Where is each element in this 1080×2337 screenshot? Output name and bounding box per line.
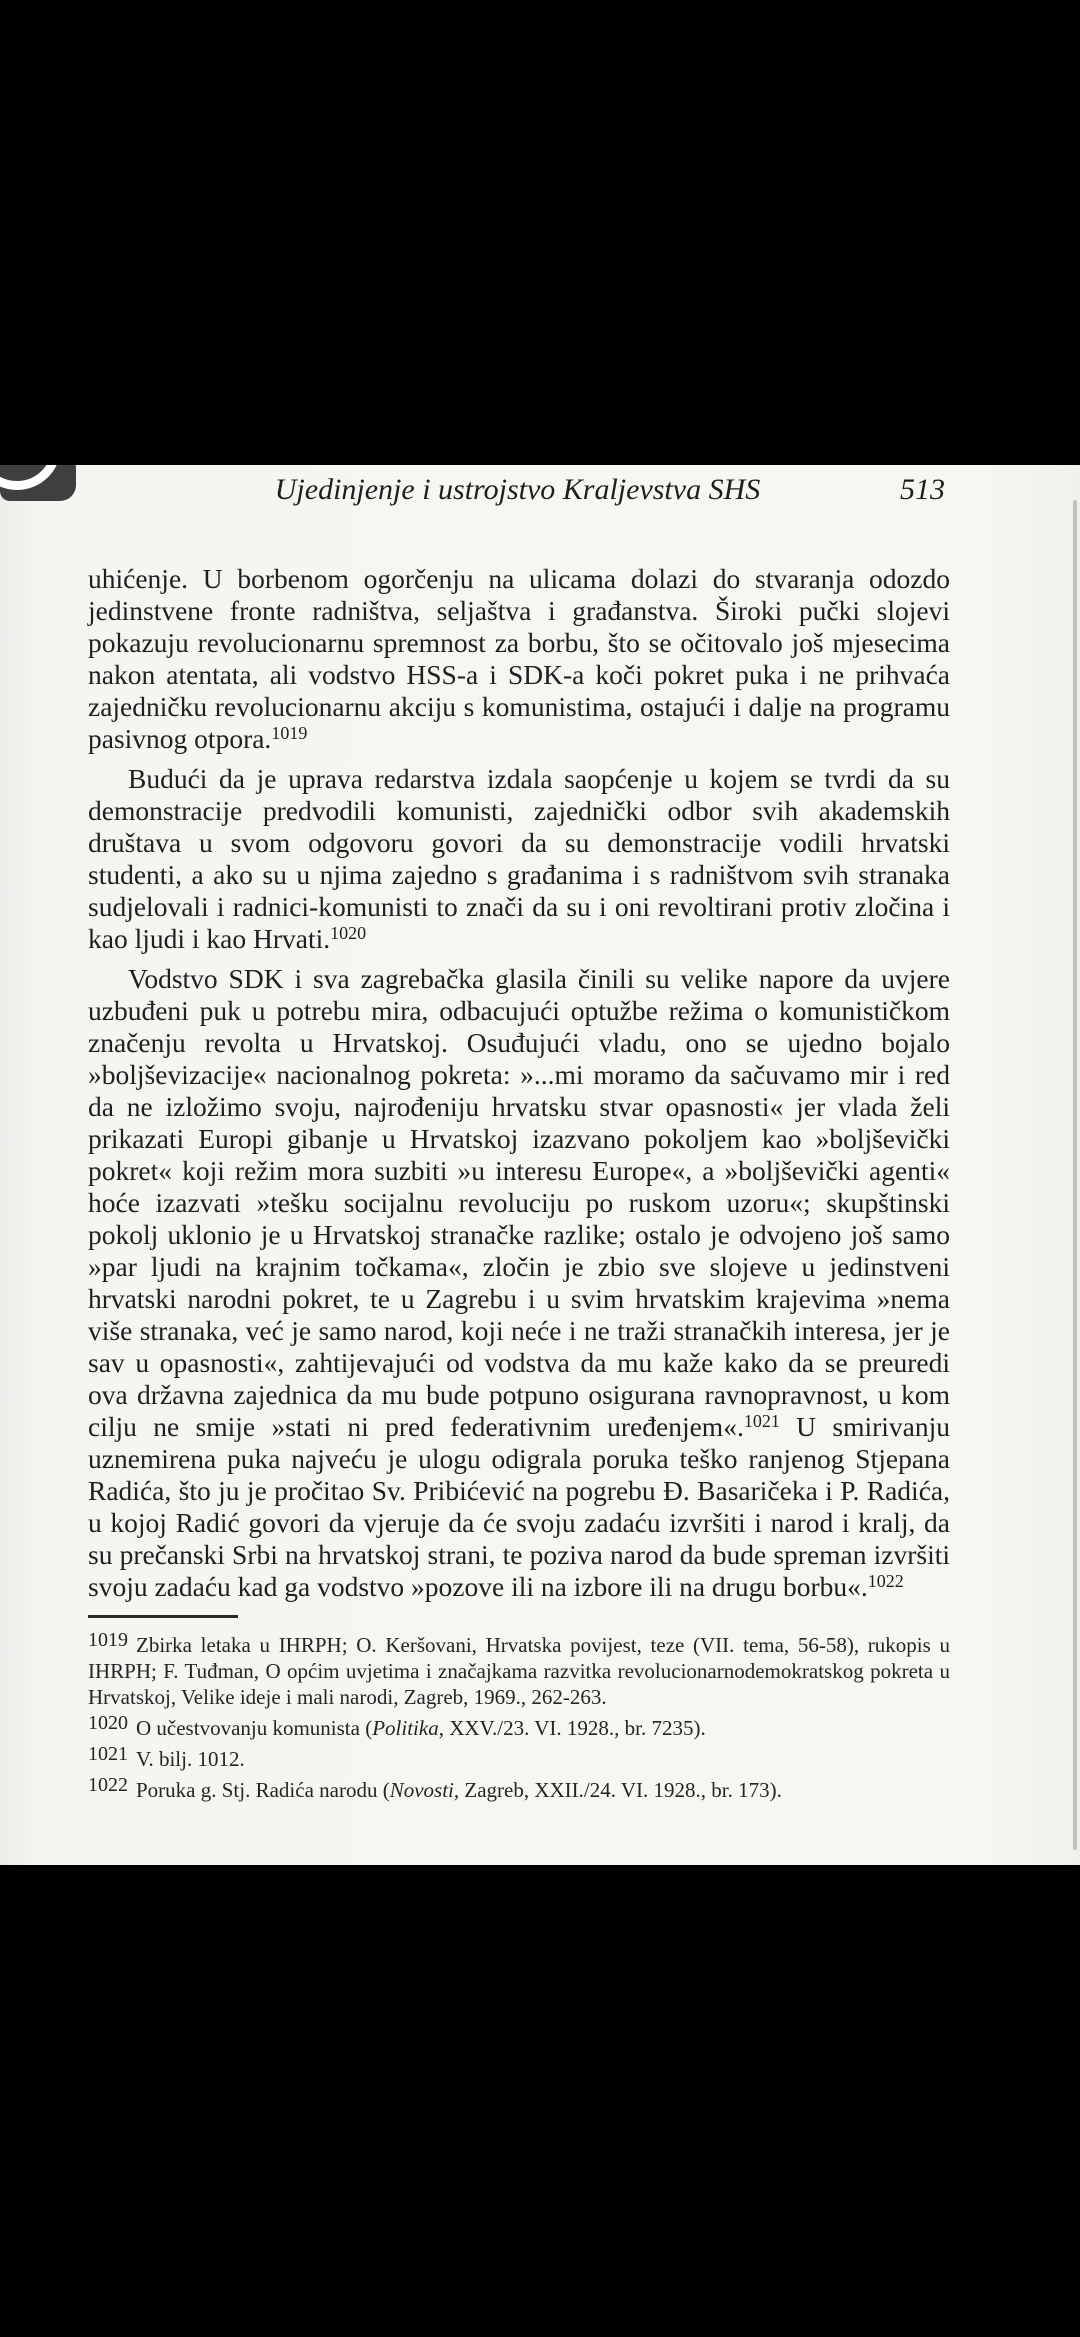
footnote-ref: 1021 xyxy=(743,1411,780,1431)
top-letterbox-bar xyxy=(0,0,1080,465)
footnote-ref: 1019 xyxy=(271,723,308,743)
book-page xyxy=(0,465,1080,1865)
footnote-number: 1021 xyxy=(88,1743,128,1765)
paragraph: Budući da je uprava redarstva izdala saopćenje u kojem se tvrdi da su demonstracije predvodili komunisti, zajednički odbor svih akademskih društava u svom odgovoru govori da su demonstracije vodili hrvatski studenti, a ako su u njima zajedno s građanima i s radništvom svih stranaka sudjelovali i radnici-komunisti to znači da su i oni revoltirani protiv zločina i kao ljudi i kao Hrvati.$^{1020}$ xyxy=(88,763,950,954)
scrollbar[interactable] xyxy=(1073,500,1077,1850)
footnotes-block xyxy=(88,1629,950,1803)
body-text xyxy=(88,563,950,1808)
paragraph: Vodstvo SDK i sva zagrebačka glasila činili su velike napore da uvjere uzbuđeni puk u potrebu mira, odbacujući optužbe režima o komunističkom značenju revolta u Hrvatskoj. Osuđujući vladu, ono se ujedno bojalo »boljševizacije« nacionalnog pokreta: »...mi moramo da sačuvamo mir i red da ne izložimo svoju, najrođeniju hrvatsku stvar opasnosti« jer vlada želi prikazati Europi gibanje u Hrvatskoj izazvano pokoljem kao »boljševički pokret« koji režim mora suzbiti »u interesu Europe«, a »boljševički agenti« hoće izazvati »tešku socijalnu revoluciju po ruskom uzoru«; skupštinski pokolj uklonio je u Hrvatskoj stranačke razlike; ostalo je odvojeno još samo »par ljudi na krajnim točkama«, zločin je zbio sve slojeve u jedinstveni hrvatski narodni pokret, te u Zagrebu i u svim hrvatskim krajevima »nema više stranaka, već je samo narod, koji neće i ne traži stranačkih interesa, jer je sav u opasnosti«, zahtijevajući od vodstva da mu kaže kako da se preuredi ova državna zajednica da mu bude potpuno osigurana ravnopravnost, u kom cilju ne smije »stati ni pred federativnim uređenjem«.$^{1021}$ U smirivanju uznemirena puka najveću je ulogu odigrala poruka teško ranjenog Stjepana Radića, što ju je pročitao Sv. Pribićević na pogrebu Đ. Basaričeka i P. Radića, u kojoj Radić govori da vjeruje da će svoju zadaću izvršiti i narod i kralj, da su prečanski Srbi na hrvatskoj strani, te poziva narod da bude spreman izvršiti svoju zadaću kad ga vodstvo »pozove ili na izbore ili na drugu borbu«.$^{1022}$ xyxy=(88,963,950,1602)
paragraphs-block xyxy=(88,563,950,1603)
chapter-title: Ujedinjenje i ustrojstvo Kraljevstva SHS xyxy=(274,473,761,506)
footnote-ref: 1020 xyxy=(330,923,367,943)
footnote-ref: 1022 xyxy=(867,1571,904,1591)
running-head xyxy=(90,473,945,513)
paragraph: uhićenje. U borbenom ogorčenju na ulicama dolazi do stvaranja odozdo jedinstvene fronte radništva, seljaštva i građanstva. Široki pučki slojevi pokazuju revolucionarnu spremnost za borbu, što se očitovalo još mjesecima nakon atentata, ali vodstvo HSS-a i SDK-a koči pokret puka i ne prihvaća zajedničku revolucionarnu akciju s komunistima, ostajući i dalje na programu pasivnog otpora.$^{1019}$ xyxy=(88,563,950,754)
italic-text: Novosti, xyxy=(389,1778,460,1802)
footnote: $^{1022}$ Poruka g. Stj. Radića narodu (Novosti, Zagreb, XXII./24. VI. 1928., br. 173). xyxy=(88,1774,782,1802)
footnote-number: 1020 xyxy=(88,1712,128,1734)
footnote-number: 1022 xyxy=(88,1774,128,1796)
footnote: $^{1020}$ O učestvovanju komunista (Politika, XXV./23. VI. 1928., br. 7235). xyxy=(88,1712,706,1740)
footnote: $^{1019}$ Zbirka letaka u IHRPH; O. Keršovani, Hrvatska povijest, teze (VII. tema, 56-58), rukopis u IHRPH; F. Tuđman, O općim uvjetima i značajkama razvitka revolucionarnodemokratskog pokreta u Hrvatskoj, Velike ideje i mali narodi, Zagreb, 1969., 262-263. xyxy=(88,1629,950,1709)
footnote: $^{1021}$ V. bilj. 1012. xyxy=(88,1743,245,1771)
italic-text: Politika xyxy=(372,1716,439,1740)
bottom-letterbox-bar xyxy=(0,1865,1080,2337)
page-number: 513 xyxy=(900,473,945,506)
footnote-number: 1019 xyxy=(88,1629,128,1651)
footnote-separator-rule xyxy=(88,1615,238,1618)
